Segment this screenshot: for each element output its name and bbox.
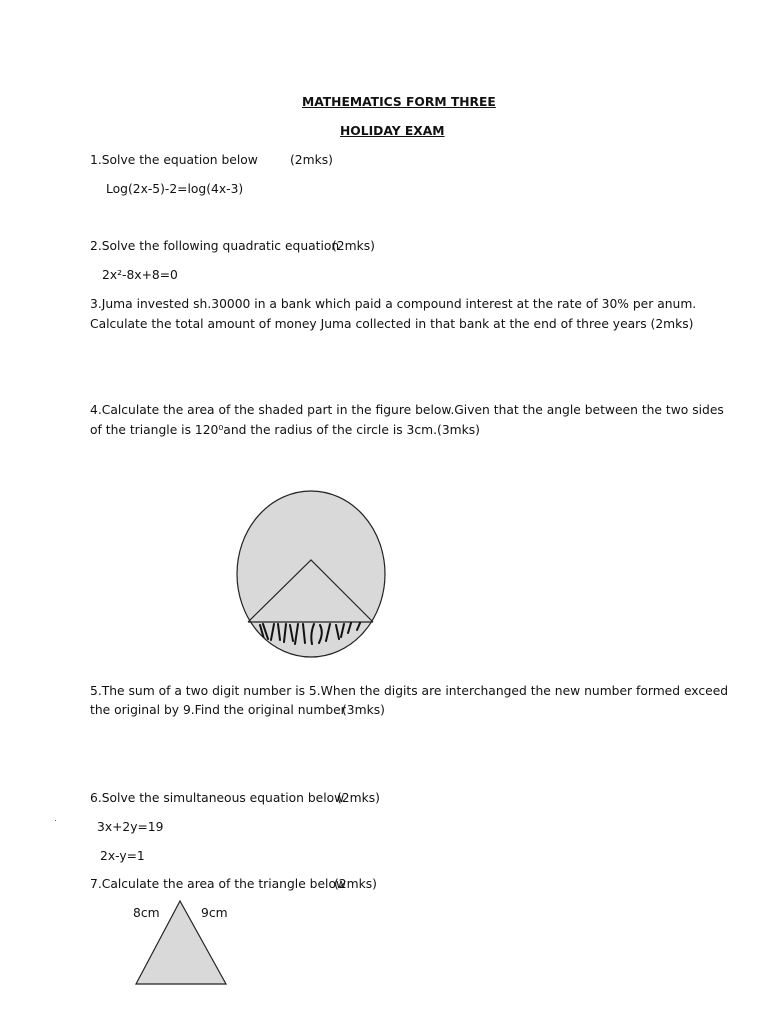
circle-triangle-figure xyxy=(230,485,392,663)
question-4-line-2: of the triangle is 120⁰and the radius of the circle is 3cm.(3mks) xyxy=(90,423,480,437)
triangle-figure xyxy=(130,895,232,990)
question-2-equation: 2x²-8x+8=0 xyxy=(102,268,178,282)
question-1-marks: (2mks) xyxy=(290,153,333,167)
triangle-right-side-label: 9cm xyxy=(201,906,228,920)
question-5-line-2: the original by 9.Find the original number xyxy=(90,703,346,717)
question-3-line-1: 3.Juma invested sh.30000 in a bank which paid a compound interest at the rate of 30% per anum. xyxy=(90,297,697,311)
question-2-marks: (2mks) xyxy=(332,239,375,253)
question-5-line-1: 5.The sum of a two digit number is 5.When the digits are interchanged the new number formed exceed xyxy=(90,684,729,698)
exam-subtitle: HOLIDAY EXAM xyxy=(340,124,445,138)
question-5-marks: (3mks) xyxy=(342,703,385,717)
question-6-text: 6.Solve the simultaneous equation below xyxy=(90,791,345,805)
question-7-text: 7.Calculate the area of the triangle below xyxy=(90,877,347,891)
exam-title: MATHEMATICS FORM THREE xyxy=(302,95,496,109)
question-2-text: 2.Solve the following quadratic equation xyxy=(90,239,340,253)
triangle-left-side-label: 8cm xyxy=(133,906,160,920)
question-6-marks: (2mks) xyxy=(337,791,380,805)
question-7-marks: (2mks) xyxy=(334,877,377,891)
question-1-text: 1.Solve the equation below xyxy=(90,153,258,167)
question-4-line-1: 4.Calculate the area of the shaded part in the figure below.Given that the angle between the two sides xyxy=(90,403,724,417)
question-1-equation: Log(2x-5)-2=log(4x-3) xyxy=(106,182,244,196)
stray-dot xyxy=(55,820,56,821)
question-6-equation-2: 2x-y=1 xyxy=(100,849,145,863)
question-3-line-2: Calculate the total amount of money Juma collected in that bank at the end of three years (2mks) xyxy=(90,317,694,331)
question-6-equation-1: 3x+2y=19 xyxy=(97,820,164,834)
triangle-shape xyxy=(136,901,226,984)
